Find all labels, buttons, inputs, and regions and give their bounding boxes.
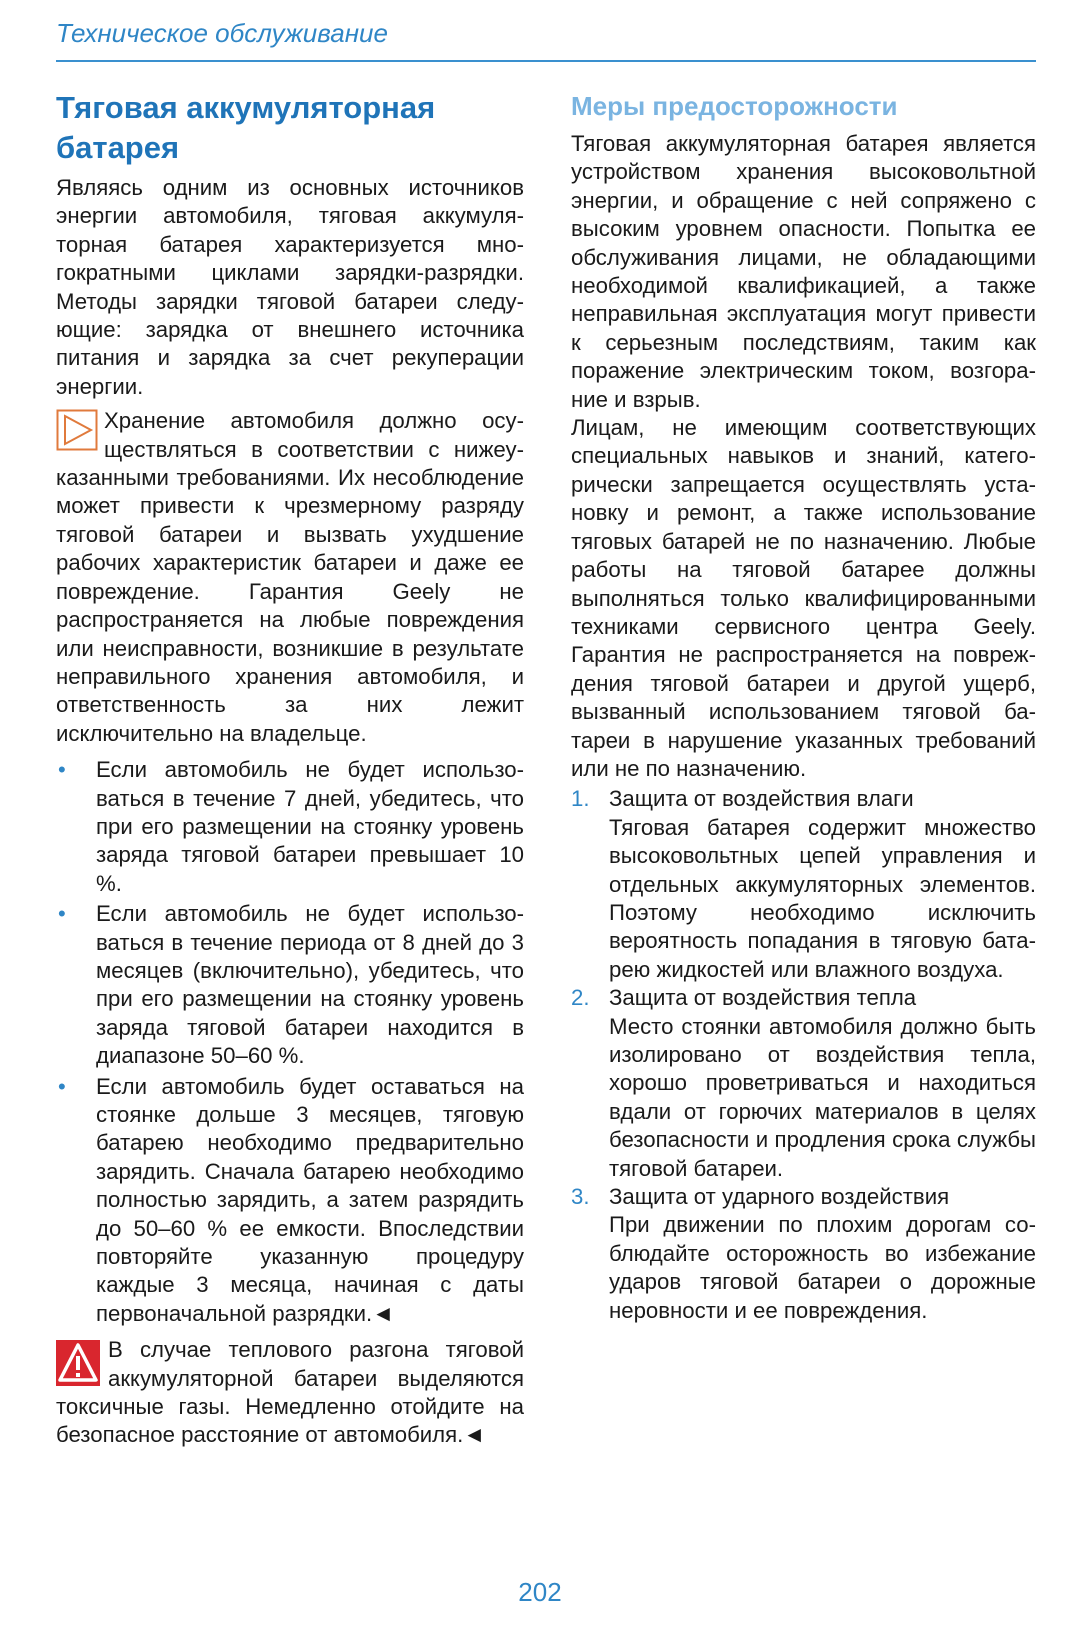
warning-block xyxy=(56,1336,524,1450)
running-header: Техническое обслуживание xyxy=(56,18,388,48)
item-text: При движении по плохим дорогам соблюдайте осторожность во избежание ударов тяговой батареи о дорожные неровности и ее повреждения. xyxy=(609,1212,1036,1323)
note-play-icon xyxy=(56,409,98,451)
storage-bullet-list xyxy=(56,756,524,1328)
item-title: Защита от воздействия тепла xyxy=(609,985,917,1011)
left-column xyxy=(56,88,524,1450)
list-item xyxy=(571,984,1036,1183)
section-title: Тяговая аккумуляторная батарея xyxy=(56,90,436,165)
item-number: 3. xyxy=(571,1184,590,1210)
precautions-paragraph-1: Тяговая аккумуляторная батарея является устройством хранения высоковольтной энергии, и обращение с ней сопряжено с высоким уровнем опасности. Попытка ее обслуживания лицами, не обладающими необходимой квалификацией, а также неправильная эксплуатация могут привести к серьезным последствиям, таким как поражение электрическим током, возгорание и взрыв. xyxy=(571,131,1036,412)
list-item xyxy=(571,1183,1036,1325)
list-item xyxy=(56,756,524,898)
bullet-text: Если автомобиль будет оставаться на стоянке дольше 3 месяцев, тяговую батарею необходимо предварительно зарядить. Сначала батарею необходимо полностью зарядить, а затем разрядить до 50–60 % ее емкости. Впоследствии повторяйте указанную процедуру каждые 3 месяца, начиная с даты первоначальной разрядки.◄ xyxy=(96,1073,524,1326)
item-number: 2. xyxy=(571,985,590,1011)
item-title: Защита от ударного воздействия xyxy=(609,1184,950,1210)
warning-text: В случае теплового разгона тяговой аккумуляторной батареи выделяются токсичные газы. Немедленно отойдите на безопасное расстояние от автомобиля.◄ xyxy=(56,1337,524,1448)
bullet-icon: • xyxy=(58,1073,66,1099)
bullet-text: Если автомобиль не будет использоваться в течение периода от 8 дней до 3 месяцев (включительно), убедитесь, что при его размещении на стоянку уровень заряда тяговой батареи находится в диапазоне 50–60 %. xyxy=(96,901,524,1069)
item-title: Защита от воздействия влаги xyxy=(609,786,914,812)
precautions-title: Меры предосторожности xyxy=(571,91,898,121)
bullet-text: Если автомобиль не будет использоваться в течение 7 дней, убедитесь, что при его размещении на стоянку уровень заряда тяговой батареи превышает 10 %. xyxy=(96,757,524,896)
protection-list xyxy=(571,785,1036,1325)
item-number: 1. xyxy=(571,786,590,812)
item-text: Место стоянки автомобиля должно быть изолировано от воздействия тепла, хорошо проветриваться и находиться вдали от горючих материалов в целях безопасности и продления срока службы тяговой батареи. xyxy=(609,1013,1036,1181)
warning-triangle-icon xyxy=(56,1340,100,1386)
note-block xyxy=(56,407,524,748)
header-divider xyxy=(56,60,1036,62)
list-item xyxy=(571,785,1036,984)
bullet-icon: • xyxy=(58,757,66,783)
list-item xyxy=(56,1073,524,1329)
intro-paragraph: Являясь одним из основных источников энергии автомобиля, тяговая аккумуляторная батарея характеризуется многократными циклами зарядки-разрядки. Методы зарядки тяговой батареи следующие: зарядка от внешнего источника питания и зарядка за счет рекуперации энергии. xyxy=(56,175,524,399)
precautions-paragraph-2: Лицам, не имеющим соответствующих специальных навыков и знаний, категорически запрещается осуществлять установку и ремонт, а также использование тяговых батарей не по назначению. Любые работы на тяговой батарее должны выполняться только квалифицированными техниками сервисного центра Geely. Гарантия не распространяется на повреждения тяговой батареи и другой ущерб, вызванный использованием тяговой батареи в нарушение указанных требований или не по назначению. xyxy=(571,415,1036,781)
item-text: Тяговая батарея содержит множество высоковольтных цепей управления и отдельных аккумуляторных элементов. Поэтому необходимо исключить вероятность попадания в тяговую батарею жидкостей или влажного воздуха. xyxy=(609,814,1036,982)
page-number: 202 xyxy=(518,1577,562,1607)
right-column xyxy=(571,88,1036,1325)
note-text: Хранение автомобиля должно осуществляться в соответствии с нижеуказанными требованиями. Их несоблюдение может привести к чрезмерному разряду тяговой батареи и вызвать ухудшение рабочих характеристик батареи и даже ее повреждение. Гарантия Geely не распространяется на любые повреждения или неисправности, возникшие в результате неправильного хранения автомобиля, и ответственность за них лежит исключительно на владельце. xyxy=(56,408,524,746)
bullet-icon: • xyxy=(58,901,66,927)
list-item xyxy=(56,900,524,1070)
